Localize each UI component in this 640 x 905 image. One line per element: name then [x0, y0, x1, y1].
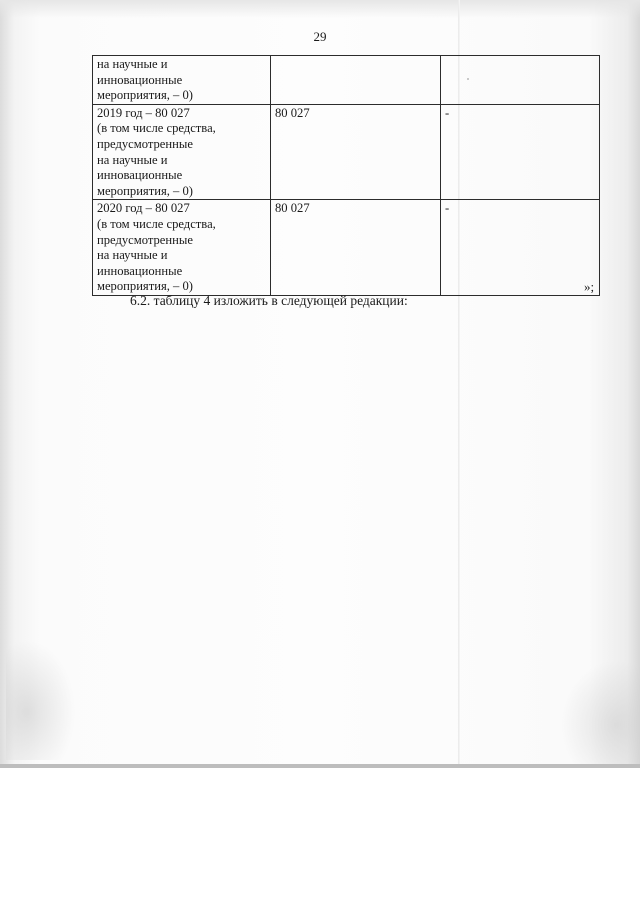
scan-smudge-left — [6, 640, 76, 760]
table-cell-amount: 80 027 — [271, 104, 441, 200]
scan-smudge-right — [560, 660, 640, 768]
table-cell-other: - — [441, 104, 600, 200]
table-row — [93, 104, 600, 200]
table-row — [93, 200, 600, 296]
amendment-paragraph: 6.2. таблицу 4 изложить в следующей редакции: — [130, 293, 408, 308]
scan-top-shadow — [0, 0, 640, 18]
scan-bottom-edge — [0, 764, 640, 768]
table-cell-period: на научные и инновационные мероприятия, – 0) — [93, 56, 271, 105]
table-cell-period: 2020 год – 80 027 (в том числе средства, предусмотренные на научные и инновационные мероприятия, – 0) — [93, 200, 271, 296]
table-cell-amount: 80 027 — [271, 200, 441, 296]
funding-table — [92, 55, 600, 296]
page-number: 29 — [313, 29, 327, 44]
table-cell-other: - — [441, 200, 600, 296]
table-cell-period: 2019 год – 80 027 (в том числе средства, предусмотренные на научные и инновационные мероприятия, – 0) — [93, 104, 271, 200]
closing-quote-mark: »; — [584, 279, 595, 294]
table-cell-other — [441, 56, 600, 105]
table-row — [93, 56, 600, 105]
table-cell-amount — [271, 56, 441, 105]
